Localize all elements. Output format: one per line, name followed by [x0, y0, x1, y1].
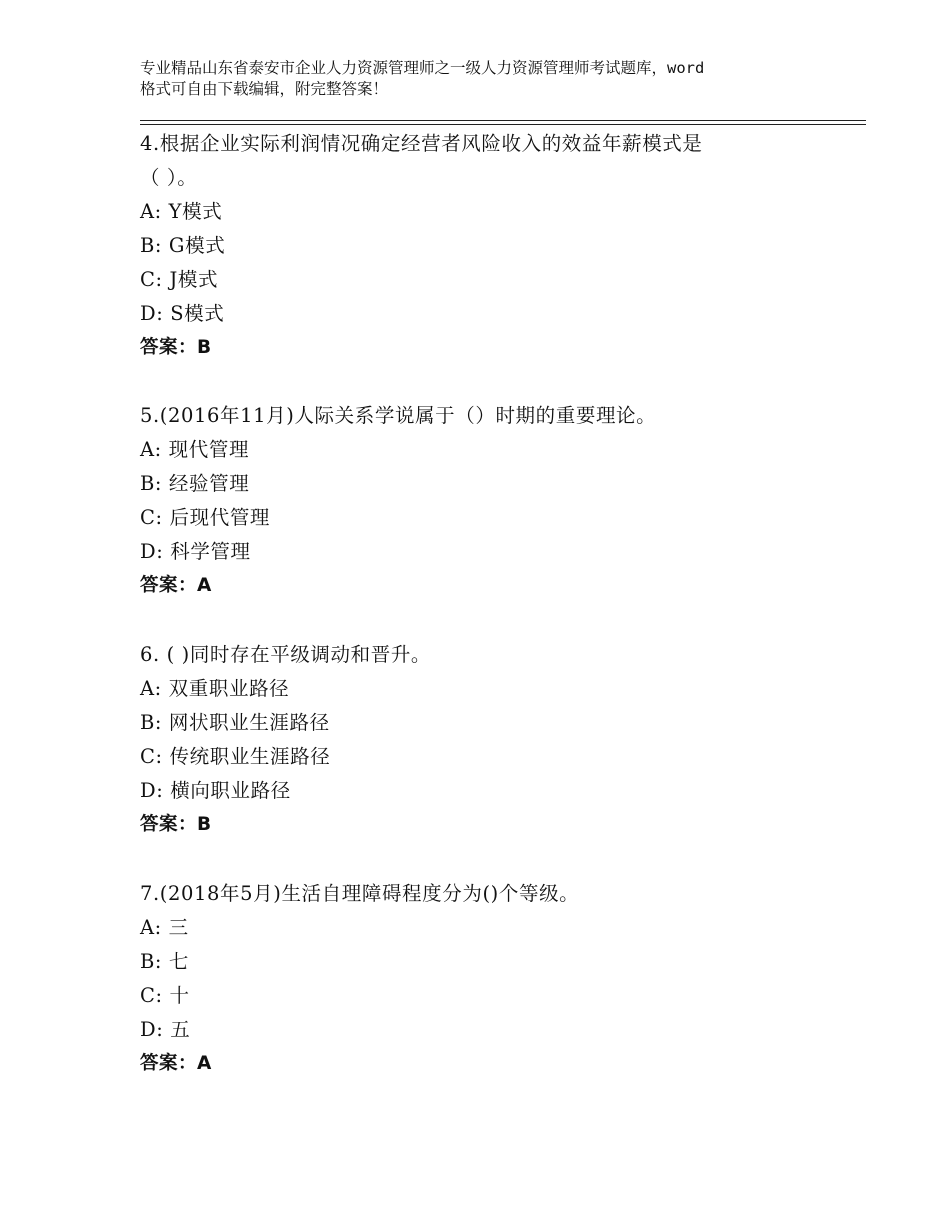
option-text: 科学管理: [170, 540, 251, 563]
option-c: [140, 979, 780, 1013]
option-c: [140, 263, 780, 297]
option-text: J模式: [169, 268, 219, 291]
option-b: [140, 229, 780, 263]
question-4: [140, 127, 780, 365]
option-label: A:: [140, 677, 162, 700]
option-label: D:: [140, 302, 164, 325]
option-label: B:: [140, 711, 163, 734]
question-7: [140, 877, 780, 1081]
option-a: [140, 672, 780, 706]
question-stem: 7.(2018年5月)生活自理障碍程度分为()个等级。: [140, 882, 580, 905]
option-label: D:: [140, 779, 164, 802]
answer: 答案：A: [140, 1053, 212, 1074]
option-d: [140, 1013, 780, 1047]
option-label: A:: [140, 916, 162, 939]
answer: 答案：A: [140, 575, 212, 596]
header-divider-top: [140, 120, 866, 121]
option-text: 十: [169, 984, 190, 1007]
question-stem-continued: （ ）。: [140, 166, 198, 189]
question-stem: 4.根据企业实际利润情况确定经营者风险收入的效益年薪模式是: [140, 132, 703, 155]
answer: 答案：B: [140, 337, 212, 358]
option-d: [140, 774, 780, 808]
question-stem: 6. ( )同时存在平级调动和晋升。: [140, 643, 432, 666]
option-text: G模式: [168, 234, 226, 257]
option-text: 后现代管理: [169, 506, 271, 529]
option-b: [140, 945, 780, 979]
option-text: 经验管理: [168, 472, 250, 495]
option-text: 网状职业生涯路径: [168, 711, 330, 734]
option-label: A:: [140, 200, 162, 223]
option-text: 传统职业生涯路径: [169, 745, 331, 768]
option-c: [140, 501, 780, 535]
option-text: 双重职业路径: [168, 677, 290, 700]
option-b: [140, 706, 780, 740]
option-label: B:: [140, 472, 163, 495]
option-text: S模式: [170, 302, 225, 325]
option-d: [140, 535, 780, 569]
option-text: 现代管理: [168, 438, 250, 461]
document-header: [140, 58, 820, 100]
option-a: [140, 433, 780, 467]
option-a: [140, 195, 780, 229]
option-label: D:: [140, 540, 164, 563]
option-a: [140, 911, 780, 945]
option-c: [140, 740, 780, 774]
answer: 答案：B: [140, 814, 212, 835]
option-label: C:: [140, 268, 163, 291]
option-text: 横向职业路径: [170, 779, 291, 802]
option-b: [140, 467, 780, 501]
question-5: [140, 399, 780, 603]
option-text: Y模式: [168, 200, 223, 223]
option-label: B:: [140, 950, 163, 973]
header-line-2: 格式可自由下载编辑，附完整答案！: [140, 80, 389, 98]
option-label: C:: [140, 506, 163, 529]
option-d: [140, 297, 780, 331]
option-text: 七: [168, 950, 190, 973]
question-6: [140, 638, 780, 842]
option-label: B:: [140, 234, 163, 257]
header-line-1: 专业精品山东省泰安市企业人力资源管理师之一级人力资源管理师考试题库，word: [140, 59, 705, 77]
option-label: D:: [140, 1018, 164, 1041]
option-label: C:: [140, 745, 163, 768]
option-label: C:: [140, 984, 163, 1007]
option-text: 五: [170, 1018, 191, 1041]
option-text: 三: [168, 916, 189, 939]
option-label: A:: [140, 438, 162, 461]
header-divider-bottom: [140, 124, 866, 125]
question-stem: 5.(2016年11月)人际关系学说属于（）时期的重要理论。: [140, 404, 657, 427]
